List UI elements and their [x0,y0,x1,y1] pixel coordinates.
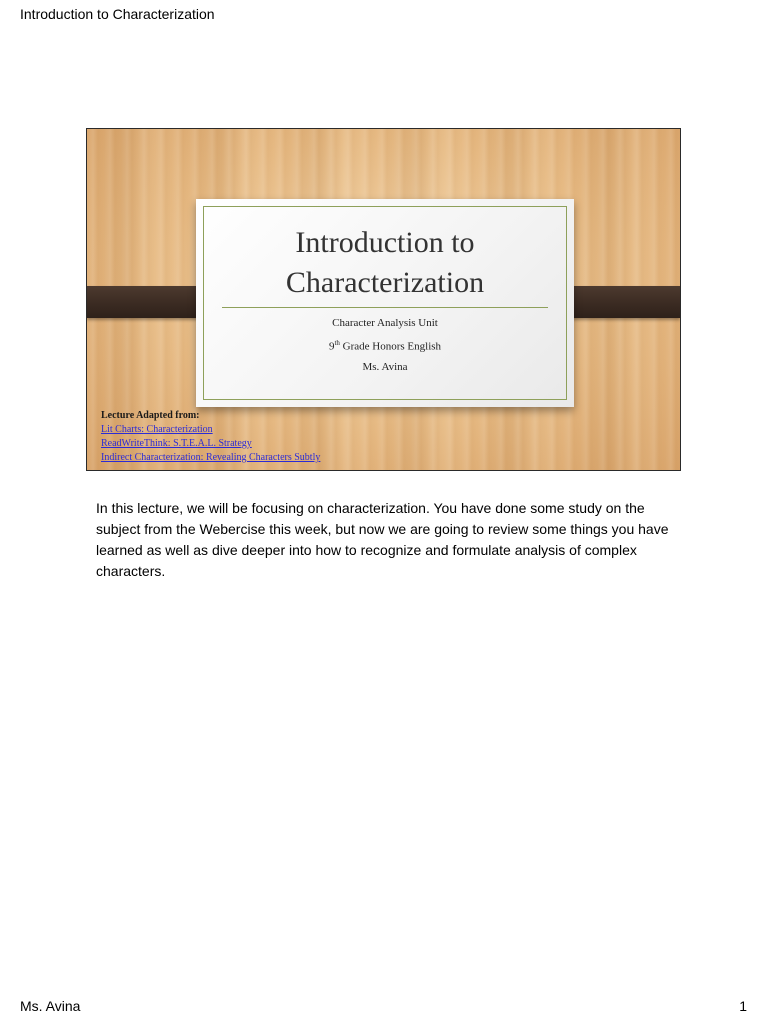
reference-link-indirect-characterization[interactable]: Indirect Characterization: Revealing Characters Subtly [101,452,321,463]
slide-decor-bar-right [558,286,680,318]
slide-title-line-1: Introduction to [295,226,475,259]
lecture-notes-text: In this lecture, we will be focusing on characterization. You have done some study on the subject from the Webercise this week, but now we are going to review some things you have learned as well as dive deeper into how to recognize and formulate analysis of complex characters. [96,500,669,579]
slide-title-card-border [203,206,567,400]
slide-title-line-2: Characterization [285,266,485,299]
page-header-title: Introduction to Characterization [20,6,215,22]
reference-link-readwritethink[interactable]: ReadWriteThink: S.T.E.A.L. Strategy [101,438,252,449]
slide-subtitle-unit: Character Analysis Unit [332,317,438,329]
slide-subtitle-teacher: Ms. Avina [362,361,408,373]
slide-thumbnail [86,128,681,471]
references-heading: Lecture Adapted from: [101,410,200,421]
slide-subtitle-grade [204,339,566,353]
slide-title [204,223,566,303]
reference-link-litcharts[interactable]: Lit Charts: Characterization [101,424,213,435]
grade-number: 9 [328,340,335,353]
grade-rest: Grade Honors English [339,340,442,353]
grade-suffix: th [334,339,340,347]
slide-title-card [196,199,574,407]
slide-title-divider [222,307,548,308]
footer-page-number: 1 [739,998,747,1014]
slide-decor-bar-left [87,286,209,318]
footer-author: Ms. Avina [20,998,81,1014]
slide-references [101,409,320,465]
